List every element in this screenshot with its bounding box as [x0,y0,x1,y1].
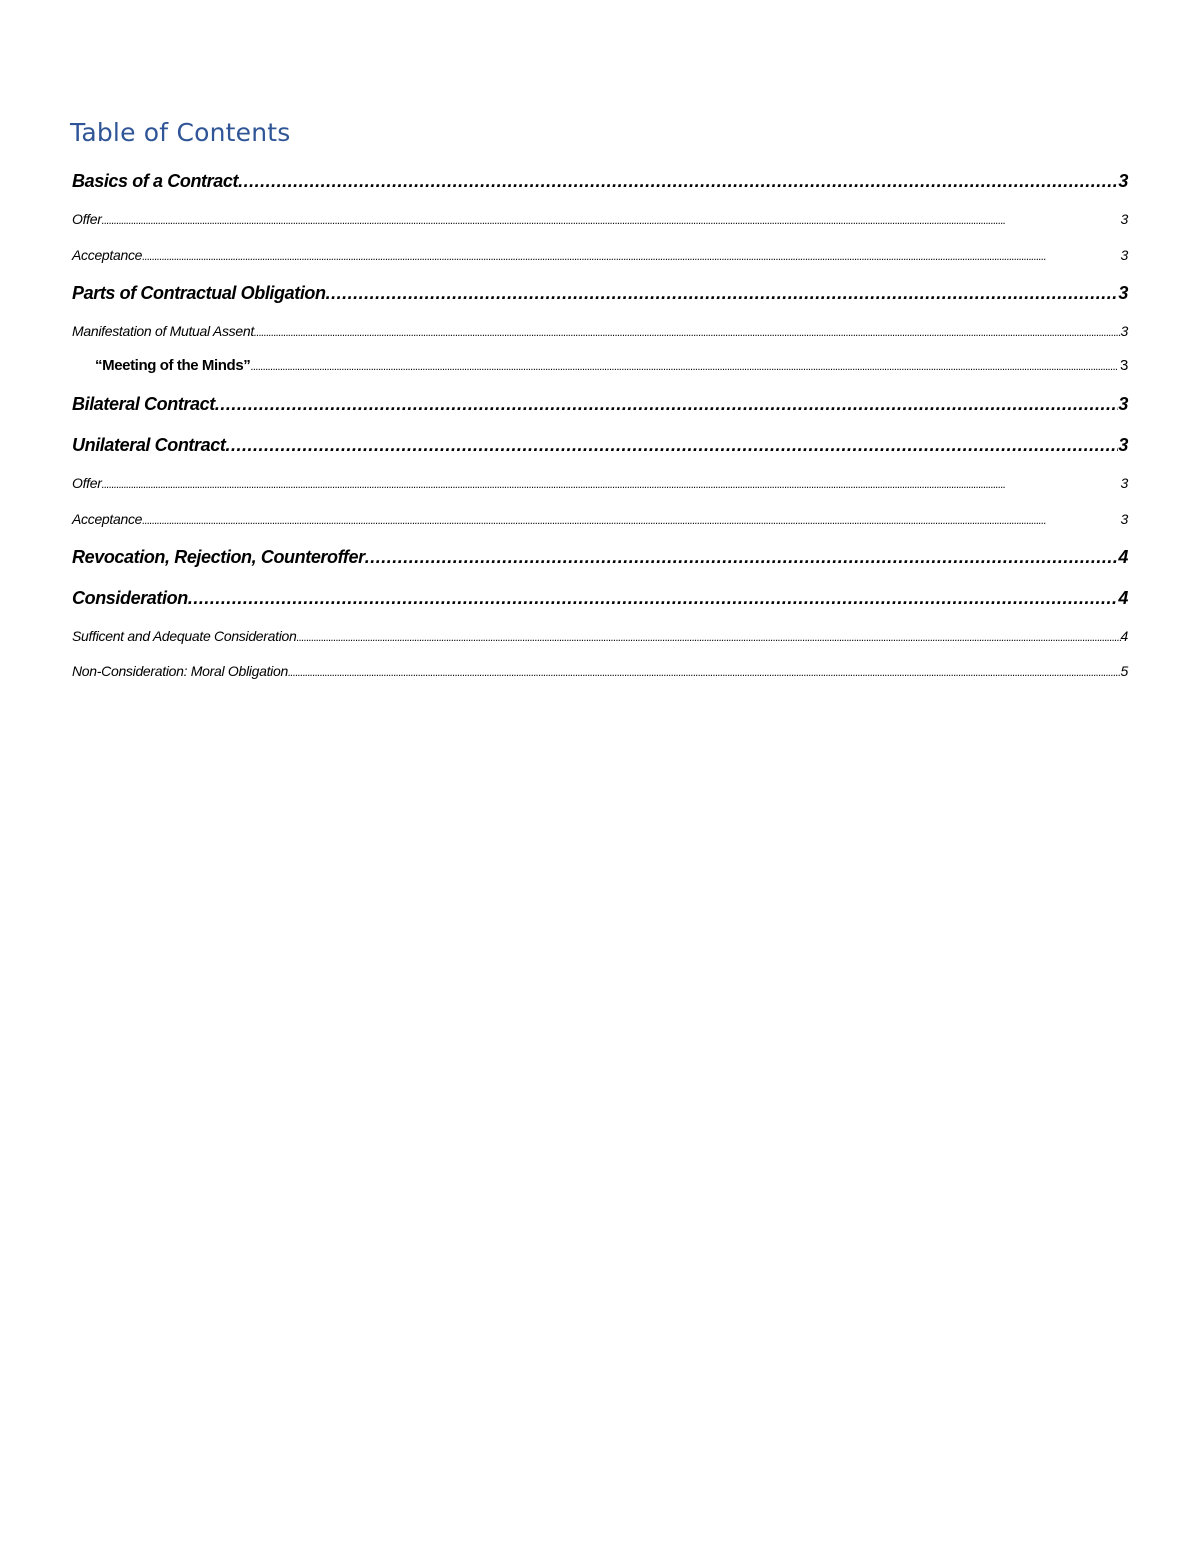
toc-dot-leader [326,281,1119,305]
toc-entry-label: Basics of a Contract [72,171,239,191]
toc-entry-label: Non-Consideration: Moral Obligation [72,663,288,679]
toc-dot-leader [215,392,1119,416]
toc-dot-leader [225,433,1118,457]
toc-page-number: 4 [1120,628,1128,644]
toc-entry-offer-unilateral[interactable] [72,473,1128,495]
toc-dot-leader [188,586,1119,610]
toc-entry-label: Sufficent and Adequate Consideration [72,628,297,644]
toc-page-number: 3 [1120,247,1128,263]
toc-entry-unilateral-contract[interactable] [72,433,1128,457]
toc-page-number: 3 [1118,435,1128,455]
toc-page-number: 3 [1118,394,1128,414]
toc-entry-consideration[interactable] [72,586,1128,610]
toc-dot-leader [250,357,1118,377]
toc-page-number: 3 [1120,475,1128,491]
toc-dot-leader [365,545,1119,569]
toc-page-number: 3 [1120,323,1128,339]
toc-entry-label: Unilateral Contract [72,435,226,455]
toc-entry-label: Bilateral Contract [72,394,215,414]
toc-page-number: 5 [1120,663,1128,679]
toc-dot-leader [102,211,1121,231]
toc-entry-label: “Meeting of the Minds” [95,357,251,374]
toc-entry-label: Acceptance [72,511,143,527]
toc-entry-label: Offer [72,211,102,227]
toc-entry-meeting-of-the-minds[interactable] [72,356,1128,377]
toc-page-number: 3 [1118,171,1128,191]
toc-page-number: 4 [1118,547,1128,567]
toc-entry-acceptance[interactable] [72,245,1128,267]
toc-title: Table of Contents [70,118,291,147]
toc-page-number: 3 [1120,211,1128,227]
toc-entry-manifestation-of-mutual-assent[interactable] [72,321,1128,343]
toc-dot-leader [288,663,1121,683]
toc-dot-leader [297,628,1121,648]
toc-page-number: 3 [1120,357,1128,374]
toc-entry-acceptance-unilateral[interactable] [72,509,1128,531]
toc-dot-leader [142,511,1120,531]
toc-entry-non-consideration-moral-obligation[interactable] [72,661,1128,683]
toc-dot-leader [238,169,1118,193]
toc-entry-revocation-rejection-counteroffer[interactable] [72,545,1128,569]
toc-entry-label: Acceptance [72,247,143,263]
toc-page-number: 3 [1118,283,1128,303]
toc-page-number: 4 [1118,588,1128,608]
toc-entry-label: Parts of Contractual Obligation [72,283,326,303]
toc-entry-basics-of-a-contract[interactable] [72,169,1128,193]
toc-dot-leader [102,475,1121,495]
toc-entry-label: Consideration [72,588,188,608]
toc-entry-label: Offer [72,475,102,491]
toc-dot-leader [254,323,1121,343]
toc-entry-offer[interactable] [72,209,1128,231]
toc-page-number: 3 [1120,511,1128,527]
toc-entry-label: Manifestation of Mutual Assent [72,323,254,339]
toc-dot-leader [142,247,1120,267]
toc-entry-parts-of-contractual-obligation[interactable] [72,281,1128,305]
toc-entry-bilateral-contract[interactable] [72,392,1128,416]
toc-entry-label: Revocation, Rejection, Counteroffer [72,547,365,567]
toc-entry-sufficent-and-adequate-consideration[interactable] [72,626,1128,648]
